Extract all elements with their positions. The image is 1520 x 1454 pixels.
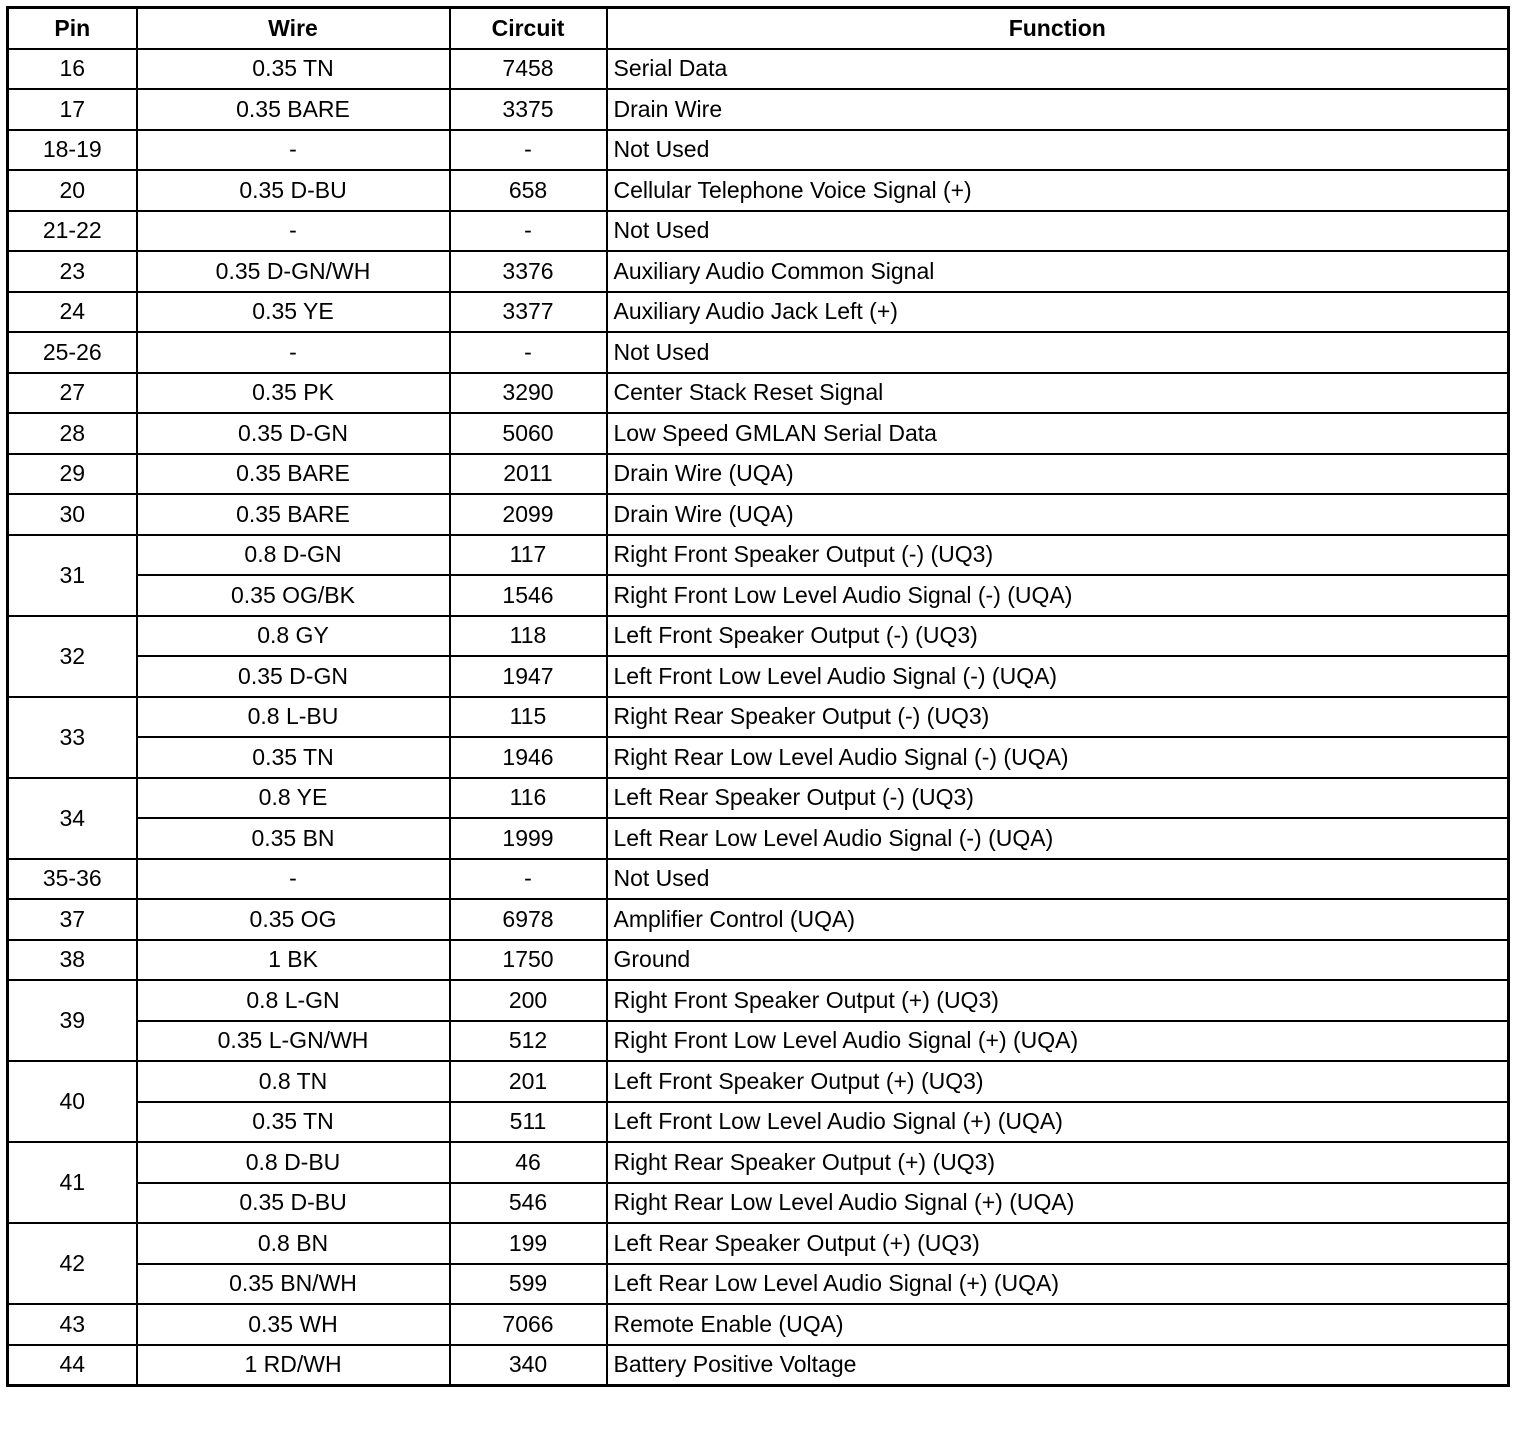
circuit-cell: 46 [450, 1142, 607, 1183]
header-wire: Wire [137, 8, 450, 49]
wire-cell: 0.35 D-BU [137, 170, 450, 211]
function-cell: Center Stack Reset Signal [607, 373, 1509, 414]
function-cell: Right Rear Low Level Audio Signal (-) (UQA) [607, 737, 1509, 778]
circuit-cell: 201 [450, 1061, 607, 1102]
wire-cell: 1 BK [137, 940, 450, 981]
function-cell: Left Front Low Level Audio Signal (+) (UQA) [607, 1102, 1509, 1143]
pin-cell: 24 [8, 292, 137, 333]
function-cell: Serial Data [607, 49, 1509, 90]
wire-cell: 0.35 BARE [137, 89, 450, 130]
circuit-cell: 511 [450, 1102, 607, 1143]
table-row [8, 980, 1509, 1021]
wire-cell: 0.35 D-GN [137, 656, 450, 697]
table-row [8, 1061, 1509, 1102]
function-cell: Cellular Telephone Voice Signal (+) [607, 170, 1509, 211]
table-row [8, 49, 1509, 90]
function-cell: Left Front Speaker Output (+) (UQ3) [607, 1061, 1509, 1102]
circuit-cell: 5060 [450, 413, 607, 454]
function-cell: Right Rear Speaker Output (-) (UQ3) [607, 697, 1509, 738]
circuit-cell: 3290 [450, 373, 607, 414]
table-row [8, 413, 1509, 454]
table-row [8, 656, 1509, 697]
circuit-cell: 115 [450, 697, 607, 738]
wire-cell: 0.35 BN [137, 818, 450, 859]
wire-cell: 1 RD/WH [137, 1345, 450, 1386]
function-cell: Right Front Low Level Audio Signal (+) (UQA) [607, 1021, 1509, 1062]
table-row [8, 332, 1509, 373]
table-row [8, 454, 1509, 495]
function-cell: Left Rear Speaker Output (-) (UQ3) [607, 778, 1509, 819]
function-cell: Amplifier Control (UQA) [607, 899, 1509, 940]
header-function: Function [607, 8, 1509, 49]
pin-cell: 28 [8, 413, 137, 454]
function-cell: Not Used [607, 859, 1509, 900]
circuit-cell: - [450, 130, 607, 171]
wire-cell: - [137, 211, 450, 252]
pin-cell: 20 [8, 170, 137, 211]
circuit-cell: 599 [450, 1264, 607, 1305]
function-cell: Left Rear Low Level Audio Signal (-) (UQA) [607, 818, 1509, 859]
function-cell: Right Rear Low Level Audio Signal (+) (UQA) [607, 1183, 1509, 1224]
circuit-cell: - [450, 332, 607, 373]
function-cell: Right Front Speaker Output (-) (UQ3) [607, 535, 1509, 576]
circuit-cell: 2011 [450, 454, 607, 495]
pin-cell: 41 [8, 1142, 137, 1223]
table-row [8, 737, 1509, 778]
wire-cell: - [137, 332, 450, 373]
circuit-cell: 340 [450, 1345, 607, 1386]
header-row [8, 8, 1509, 49]
wire-cell: 0.8 D-GN [137, 535, 450, 576]
table-row [8, 616, 1509, 657]
pin-cell: 34 [8, 778, 137, 859]
table-row [8, 130, 1509, 171]
circuit-cell: 7458 [450, 49, 607, 90]
function-cell: Battery Positive Voltage [607, 1345, 1509, 1386]
header-pin: Pin [8, 8, 137, 49]
table-header [8, 8, 1509, 49]
table-row [8, 1345, 1509, 1386]
table-row [8, 535, 1509, 576]
circuit-cell: 1750 [450, 940, 607, 981]
pin-cell: 25-26 [8, 332, 137, 373]
function-cell: Ground [607, 940, 1509, 981]
wire-cell: 0.35 BARE [137, 454, 450, 495]
circuit-cell: 6978 [450, 899, 607, 940]
function-cell: Auxiliary Audio Jack Left (+) [607, 292, 1509, 333]
wire-cell: 0.8 L-BU [137, 697, 450, 738]
pin-cell: 39 [8, 980, 137, 1061]
header-circuit: Circuit [450, 8, 607, 49]
pin-cell: 32 [8, 616, 137, 697]
pin-cell: 21-22 [8, 211, 137, 252]
table-row [8, 1304, 1509, 1345]
pin-cell: 43 [8, 1304, 137, 1345]
function-cell: Remote Enable (UQA) [607, 1304, 1509, 1345]
wire-cell: 0.35 BN/WH [137, 1264, 450, 1305]
pin-cell: 16 [8, 49, 137, 90]
pin-cell: 35-36 [8, 859, 137, 900]
circuit-cell: - [450, 859, 607, 900]
table-row [8, 373, 1509, 414]
circuit-cell: 7066 [450, 1304, 607, 1345]
function-cell: Left Rear Low Level Audio Signal (+) (UQA) [607, 1264, 1509, 1305]
table-row [8, 859, 1509, 900]
table-row [8, 170, 1509, 211]
pin-cell: 38 [8, 940, 137, 981]
function-cell: Left Front Speaker Output (-) (UQ3) [607, 616, 1509, 657]
function-cell: Right Front Low Level Audio Signal (-) (UQA) [607, 575, 1509, 616]
wire-cell: 0.8 L-GN [137, 980, 450, 1021]
table-body [8, 49, 1509, 1386]
table-row [8, 575, 1509, 616]
pin-cell: 44 [8, 1345, 137, 1386]
wire-cell: 0.8 GY [137, 616, 450, 657]
pin-assignment-table [6, 6, 1510, 1387]
circuit-cell: 658 [450, 170, 607, 211]
table-row [8, 292, 1509, 333]
wire-cell: 0.35 TN [137, 1102, 450, 1143]
wire-cell: 0.35 OG [137, 899, 450, 940]
function-cell: Left Front Low Level Audio Signal (-) (UQA) [607, 656, 1509, 697]
function-cell: Left Rear Speaker Output (+) (UQ3) [607, 1223, 1509, 1264]
pin-cell: 17 [8, 89, 137, 130]
circuit-cell: 116 [450, 778, 607, 819]
table-row [8, 1102, 1509, 1143]
pin-cell: 30 [8, 494, 137, 535]
pin-cell: 40 [8, 1061, 137, 1142]
table-row [8, 697, 1509, 738]
table-row [8, 1021, 1509, 1062]
wire-cell: 0.35 L-GN/WH [137, 1021, 450, 1062]
function-cell: Right Front Speaker Output (+) (UQ3) [607, 980, 1509, 1021]
pin-cell: 37 [8, 899, 137, 940]
function-cell: Auxiliary Audio Common Signal [607, 251, 1509, 292]
table-row [8, 211, 1509, 252]
circuit-cell: 200 [450, 980, 607, 1021]
circuit-cell: - [450, 211, 607, 252]
wire-cell: 0.35 OG/BK [137, 575, 450, 616]
pin-cell: 31 [8, 535, 137, 616]
pin-cell: 42 [8, 1223, 137, 1304]
table-row [8, 1264, 1509, 1305]
table-row [8, 1223, 1509, 1264]
table-row [8, 494, 1509, 535]
circuit-cell: 1946 [450, 737, 607, 778]
function-cell: Low Speed GMLAN Serial Data [607, 413, 1509, 454]
table-row [8, 818, 1509, 859]
circuit-cell: 199 [450, 1223, 607, 1264]
table-row [8, 1142, 1509, 1183]
pin-cell: 33 [8, 697, 137, 778]
table-row [8, 251, 1509, 292]
wire-cell: 0.35 TN [137, 49, 450, 90]
wire-cell: 0.35 TN [137, 737, 450, 778]
circuit-cell: 118 [450, 616, 607, 657]
pin-cell: 23 [8, 251, 137, 292]
wire-cell: 0.35 D-GN/WH [137, 251, 450, 292]
circuit-cell: 512 [450, 1021, 607, 1062]
function-cell: Drain Wire (UQA) [607, 454, 1509, 495]
wire-cell: 0.8 BN [137, 1223, 450, 1264]
circuit-cell: 2099 [450, 494, 607, 535]
wire-cell: 0.8 TN [137, 1061, 450, 1102]
function-cell: Right Rear Speaker Output (+) (UQ3) [607, 1142, 1509, 1183]
wire-cell: 0.35 YE [137, 292, 450, 333]
table-row [8, 940, 1509, 981]
function-cell: Not Used [607, 211, 1509, 252]
table-row [8, 778, 1509, 819]
wire-cell: 0.8 YE [137, 778, 450, 819]
function-cell: Not Used [607, 130, 1509, 171]
function-cell: Drain Wire [607, 89, 1509, 130]
wire-cell: 0.8 D-BU [137, 1142, 450, 1183]
circuit-cell: 546 [450, 1183, 607, 1224]
pin-cell: 27 [8, 373, 137, 414]
circuit-cell: 1999 [450, 818, 607, 859]
circuit-cell: 1546 [450, 575, 607, 616]
table-row [8, 89, 1509, 130]
pin-cell: 29 [8, 454, 137, 495]
function-cell: Not Used [607, 332, 1509, 373]
circuit-cell: 3375 [450, 89, 607, 130]
table-row [8, 1183, 1509, 1224]
wire-cell: - [137, 130, 450, 171]
wire-cell: 0.35 BARE [137, 494, 450, 535]
wire-cell: 0.35 WH [137, 1304, 450, 1345]
function-cell: Drain Wire (UQA) [607, 494, 1509, 535]
circuit-cell: 3376 [450, 251, 607, 292]
wire-cell: 0.35 PK [137, 373, 450, 414]
table-row [8, 899, 1509, 940]
wire-cell: 0.35 D-GN [137, 413, 450, 454]
wire-cell: - [137, 859, 450, 900]
circuit-cell: 1947 [450, 656, 607, 697]
wire-cell: 0.35 D-BU [137, 1183, 450, 1224]
circuit-cell: 117 [450, 535, 607, 576]
pin-cell: 18-19 [8, 130, 137, 171]
circuit-cell: 3377 [450, 292, 607, 333]
